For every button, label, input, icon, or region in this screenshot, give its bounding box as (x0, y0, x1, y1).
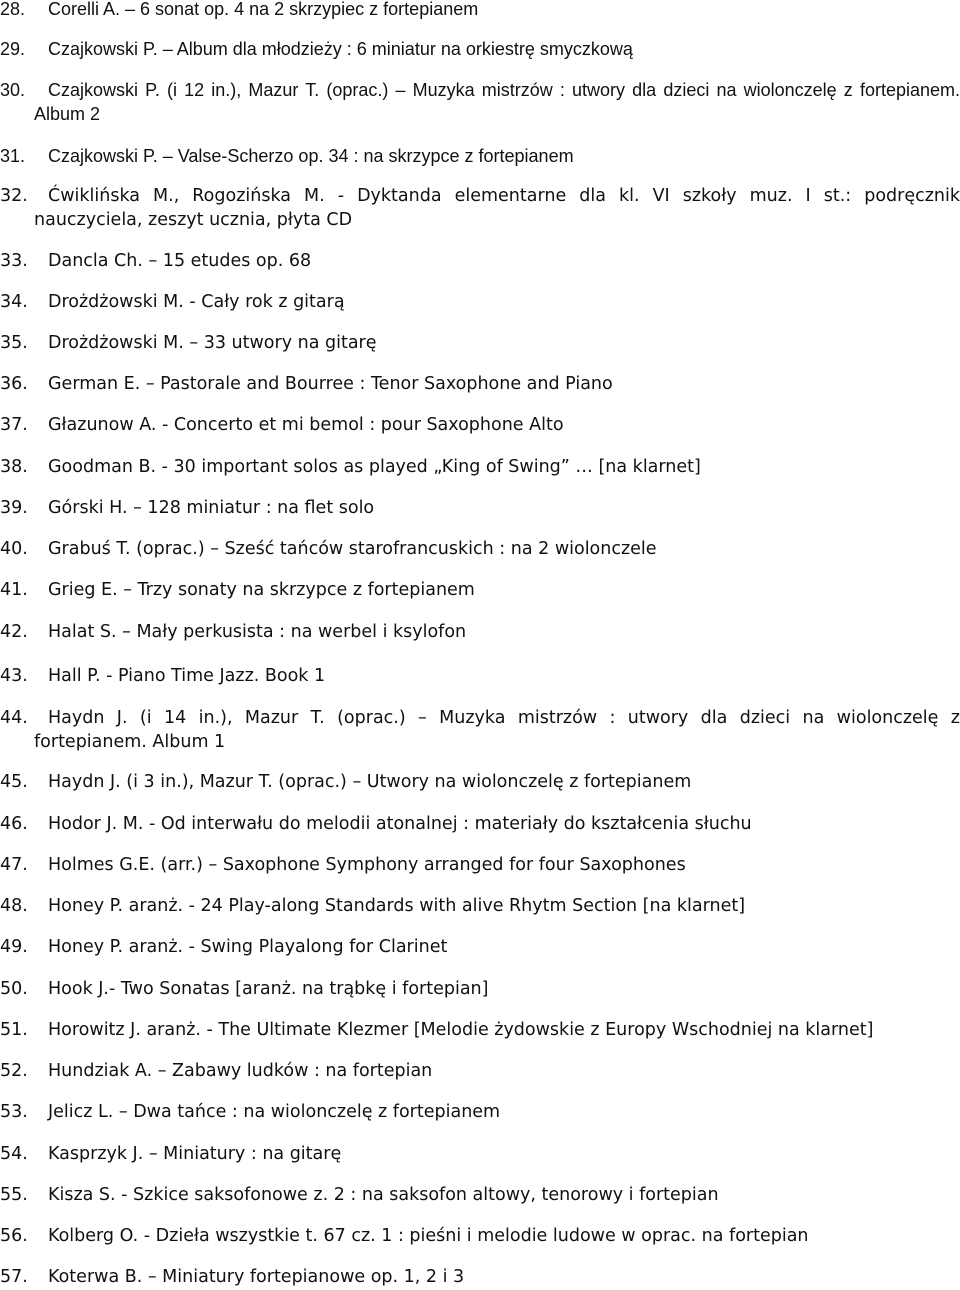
list-item: 37. Głazunow A. - Concerto et mi bemol : pour Saxophone Alto (0, 415, 564, 435)
list-item: 42. Halat S. – Mały perkusista : na werbel i ksylofon (0, 622, 467, 642)
list-item: 51. Horowitz J. aranż. - The Ultimate Klezmer [Melodie żydowskie z Europy Wschodniej na klarnet] (0, 1020, 874, 1040)
list-item: 52. Hundziak A. – Zabawy ludków : na fortepian (0, 1061, 433, 1081)
list-item: 32. Ćwiklińska M., Rogozińska M. - Dyktanda elementarne dla kl. VI szkoły muz. I st.: podręcznik nauczyciela, zeszyt ucznia, płyta CD (0, 186, 960, 230)
list-item: 35. Drożdżowski M. – 33 utwory na gitarę (0, 333, 377, 353)
list-item: 56. Kolberg O. - Dzieła wszystkie t. 67 cz. 1 : pieśni i melodie ludowe w oprac. na fortepian (0, 1226, 809, 1246)
list-item: 31. Czajkowski P. – Valse-Scherzo op. 34 : na skrzypce z fortepianem (0, 146, 574, 166)
list-item: 45. Haydn J. (i 3 in.), Mazur T. (oprac.) – Utwory na wiolonczelę z fortepianem (0, 772, 692, 792)
list-item: 44. Haydn J. (i 14 in.), Mazur T. (oprac.) – Muzyka mistrzów : utwory dla dzieci na wiolonczelę z fortepianem. Album 1 (0, 708, 960, 752)
list-item: 46. Hodor J. M. - Od interwału do melodii atonalnej : materiały do kształcenia słuchu (0, 814, 752, 834)
list-item: 36. German E. – Pastorale and Bourree : Tenor Saxophone and Piano (0, 374, 613, 394)
list-item: 48. Honey P. aranż. - 24 Play-along Standards with alive Rhytm Section [na klarnet] (0, 896, 746, 916)
list-item: 39. Górski H. – 128 miniatur : na flet solo (0, 498, 375, 518)
list-item: 33. Dancla Ch. – 15 etudes op. 68 (0, 251, 312, 271)
list-item: 50. Hook J.- Two Sonatas [aranż. na trąbkę i fortepian] (0, 979, 489, 999)
list-item: 57. Koterwa B. – Miniatury fortepianowe op. 1, 2 i 3 (0, 1267, 465, 1287)
list-item: 29. Czajkowski P. – Album dla młodzieży : 6 miniatur na orkiestrę smyczkową (0, 39, 633, 59)
list-item: 38. Goodman B. - 30 important solos as played „King of Swing” … [na klarnet] (0, 457, 701, 477)
list-item: 28. Corelli A. – 6 sonat op. 4 na 2 skrzypiec z fortepianem (0, 0, 479, 19)
list-item: 49. Honey P. aranż. - Swing Playalong for Clarinet (0, 937, 448, 957)
list-item: 43. Hall P. - Piano Time Jazz. Book 1 (0, 666, 326, 686)
list-item: 53. Jelicz L. – Dwa tańce : na wiolonczelę z fortepianem (0, 1102, 501, 1122)
list-item: 40. Grabuś T. (oprac.) – Sześć tańców starofrancuskich : na 2 wiolonczele (0, 539, 657, 559)
list-item: 54. Kasprzyk J. – Miniatury : na gitarę (0, 1144, 342, 1164)
list-item: 55. Kisza S. - Szkice saksofonowe z. 2 : na saksofon altowy, tenorowy i fortepian (0, 1185, 719, 1205)
list-item: 41. Grieg E. – Trzy sonaty na skrzypce z fortepianem (0, 580, 475, 600)
list-item: 30. Czajkowski P. (i 12 in.), Mazur T. (oprac.) – Muzyka mistrzów : utwory dla dzieci na wiolonczelę z fortepianem. Album 2 (0, 80, 960, 124)
list-item: 47. Holmes G.E. (arr.) – Saxophone Symphony arranged for four Saxophones (0, 855, 686, 875)
list-item: 34. Drożdżowski M. - Cały rok z gitarą (0, 292, 345, 312)
